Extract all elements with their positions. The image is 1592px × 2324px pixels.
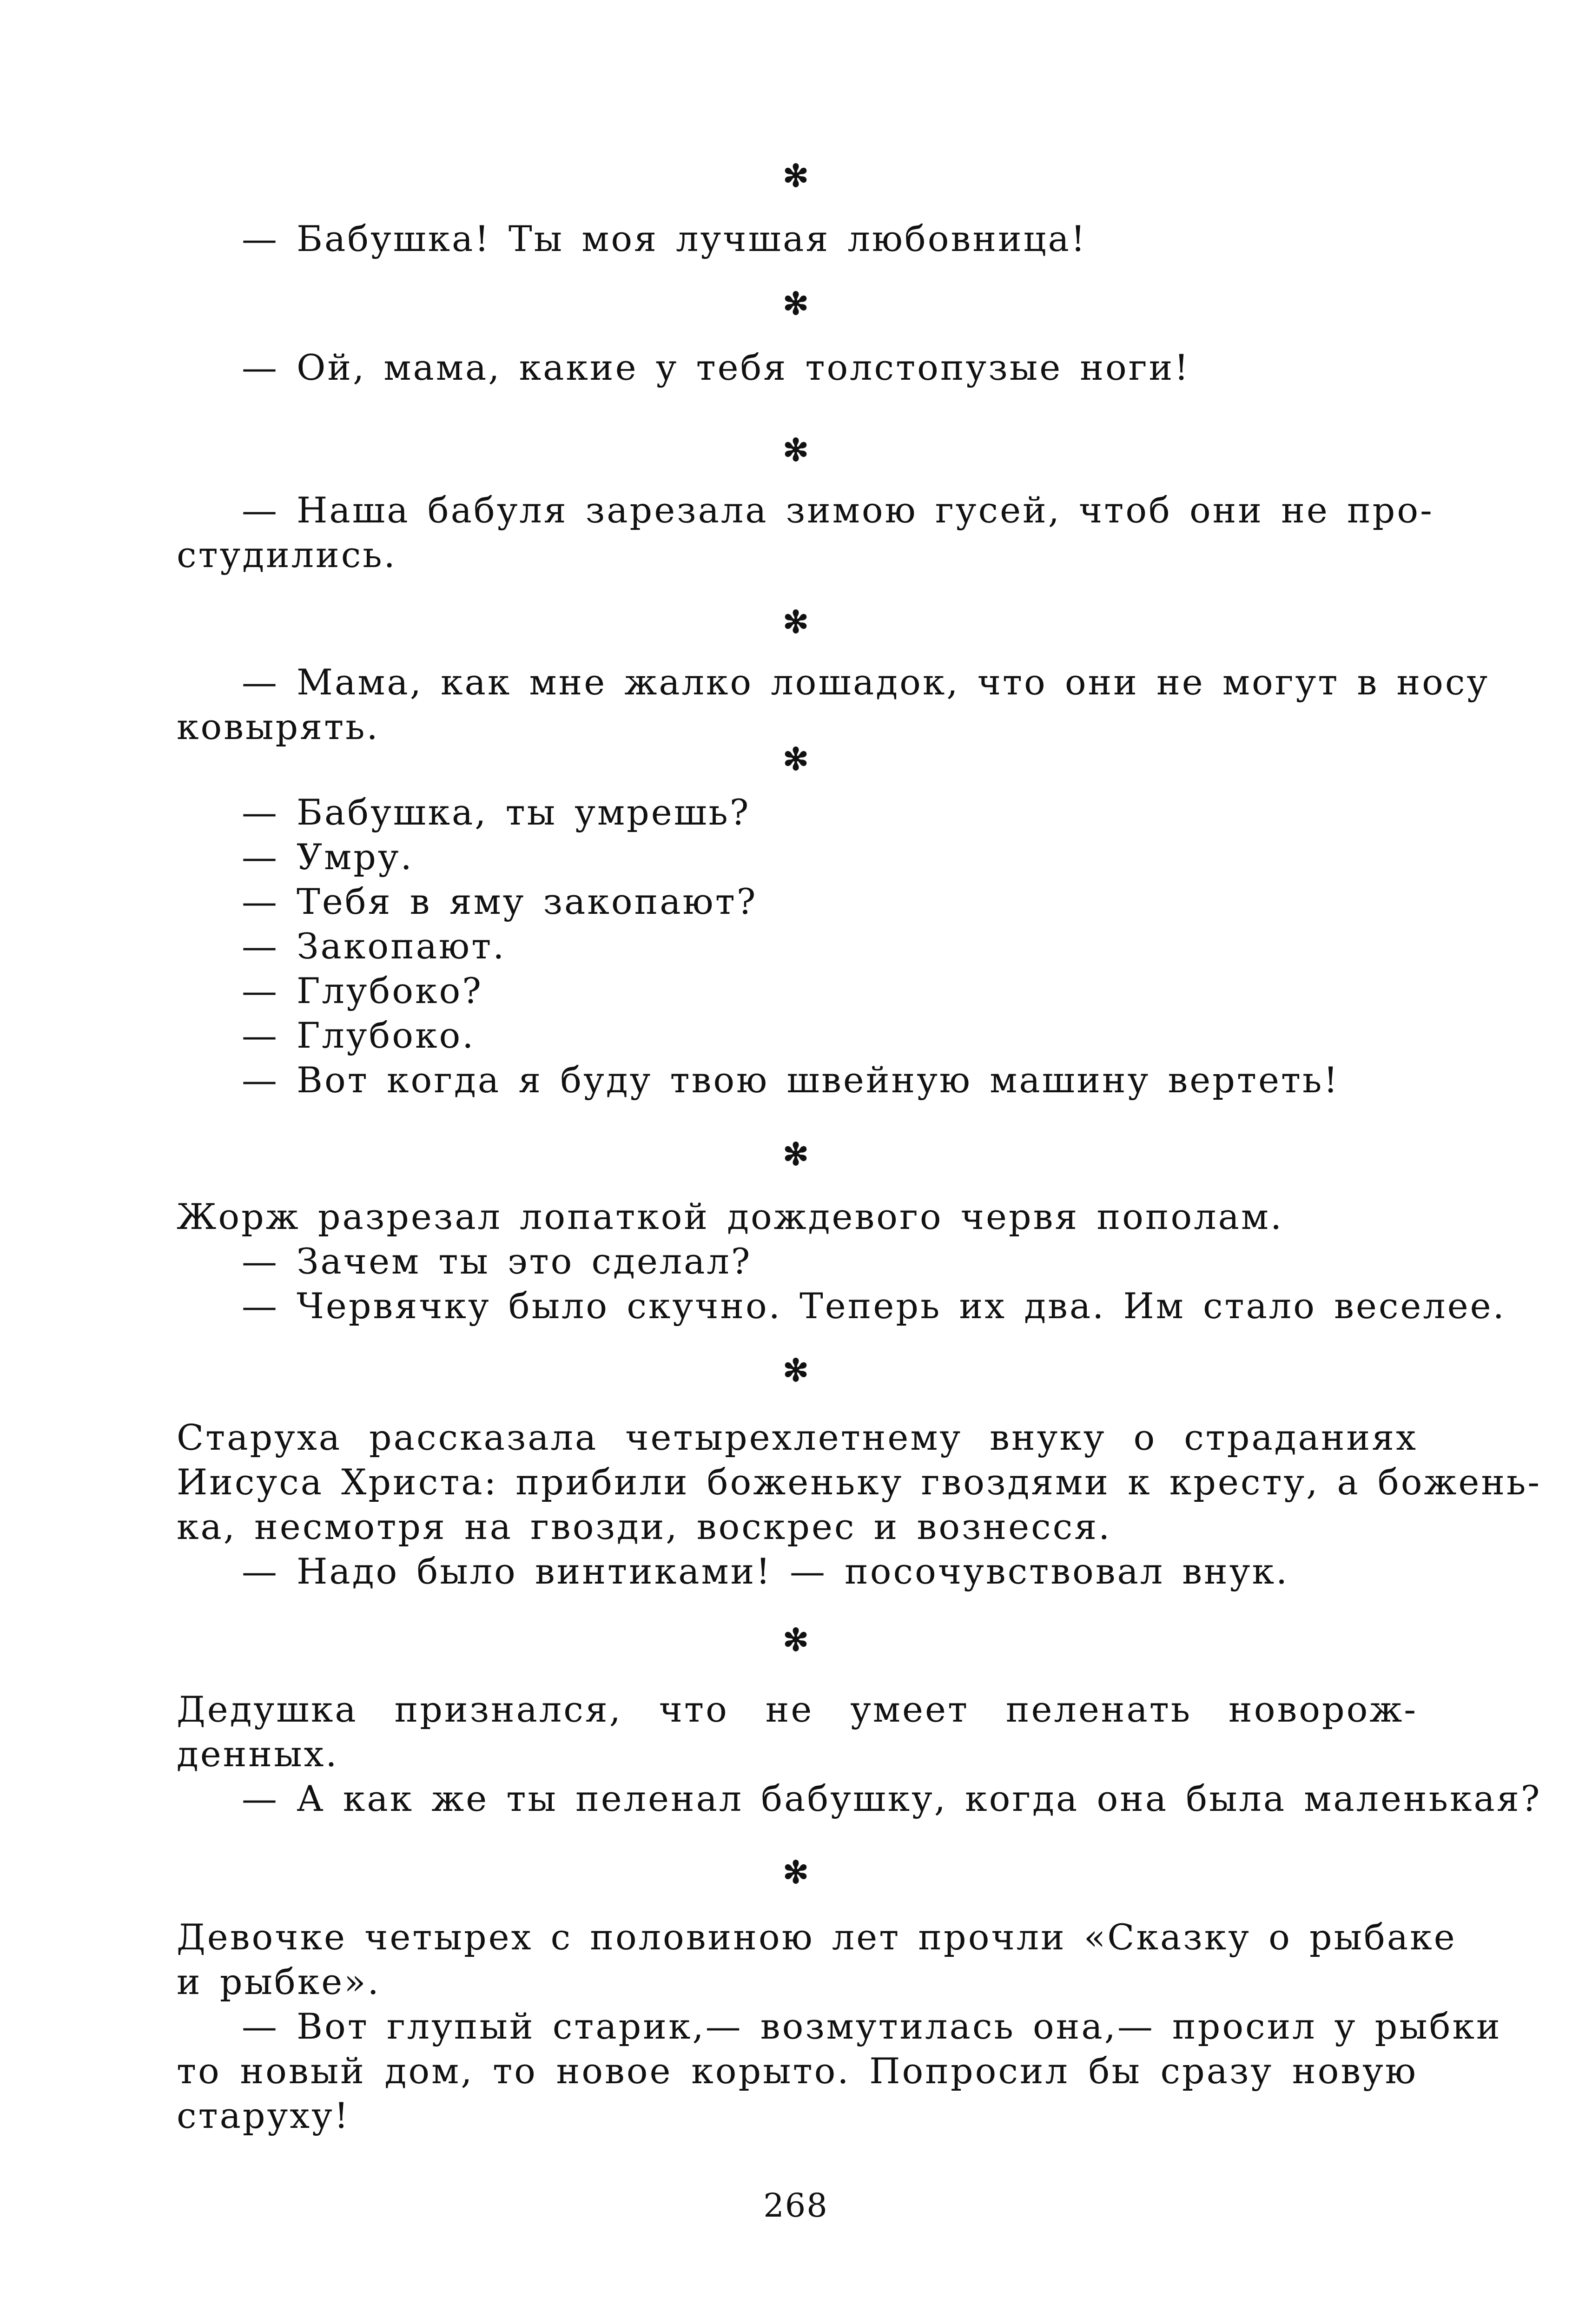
text-line: — Надо было винтиками! — посочувствовал внук. (242, 1551, 1289, 1592)
anecdote-entry (177, 790, 1418, 1103)
text-line: — Бабушка! Ты моя лучшая любовница! (242, 218, 1087, 259)
asterisk-separator-icon: ✻ (783, 741, 809, 777)
text-line: — Глубоко? (242, 970, 483, 1011)
anecdote-entry (177, 660, 1490, 749)
asterisk-separator-icon: ✻ (783, 1622, 809, 1658)
text-line: Иисуса Христа: прибили боженьку гвоздями к кресту, а божень- (177, 1461, 1542, 1503)
text-line: — Ой, мама, какие у тебя толстопузые ноги! (242, 347, 1190, 388)
text-line: — Глубоко. (242, 1015, 476, 1056)
text-line: то новый дом, то новое корыто. Попросил бы сразу новую (177, 2050, 1418, 2092)
asterisk-separator-icon: ✻ (783, 604, 809, 640)
text-line: студились. (177, 534, 397, 575)
anecdote-entry (177, 1687, 1542, 1821)
text-line: и рыбке». (177, 1961, 381, 2002)
anecdote-entry (177, 217, 1418, 261)
text-line: — Вот глупый старик,— возмутилась она,— просил у рыбки (242, 2006, 1502, 2047)
text-line: ковырять. (177, 706, 380, 747)
anecdote-entry (177, 1415, 1542, 1594)
text-line: — Закопают. (242, 925, 506, 967)
anecdote-entry (177, 1195, 1506, 1328)
anecdote-entry (177, 1915, 1502, 2138)
text-line: — Червячку было скучно. Теперь их два. Им стало веселее. (242, 1285, 1506, 1327)
text-line: Девочке четырех с половиною лет прочли «Сказку о рыбаке (177, 1916, 1457, 1958)
asterisk-separator-icon: ✻ (783, 1136, 809, 1172)
text-line: — А как же ты пеленал бабушку, когда она была маленькая? (242, 1778, 1542, 1819)
asterisk-separator-icon: ✻ (783, 432, 809, 468)
asterisk-separator-icon: ✻ (783, 285, 809, 322)
text-line: Дедушка признался, что не умеет пеленать новорож- (177, 1689, 1418, 1730)
text-line: — Мама, как мне жалко лошадок, что они не могут в носу (242, 661, 1490, 703)
text-line: — Умру. (242, 836, 414, 878)
text-line: денных. (177, 1733, 339, 1775)
text-line: — Вот когда я буду твою швейную машину вертеть! (242, 1059, 1340, 1101)
anecdote-entry (177, 488, 1434, 577)
text-line: ка, несмотря на гвозди, воскрес и вознесся. (177, 1506, 1112, 1547)
text-line: Старуха рассказала четырехлетнему внуку о страданиях (177, 1417, 1418, 1458)
asterisk-separator-icon: ✻ (783, 1352, 809, 1388)
anecdote-entry (177, 345, 1418, 390)
text-line: — Тебя в яму закопают? (242, 881, 758, 922)
page-number: 268 (763, 2186, 828, 2225)
text-line: Жорж разрезал лопаткой дождевого червя пополам. (177, 1196, 1284, 1237)
asterisk-separator-icon: ✻ (783, 1854, 809, 1890)
text-line: — Бабушка, ты умрешь? (242, 792, 751, 833)
asterisk-separator-icon: ✻ (783, 158, 809, 194)
text-line: — Зачем ты это сделал? (242, 1241, 752, 1282)
text-line: старуху! (177, 2095, 350, 2136)
text-line: — Наша бабуля зарезала зимою гусей, чтоб они не про- (242, 489, 1434, 531)
